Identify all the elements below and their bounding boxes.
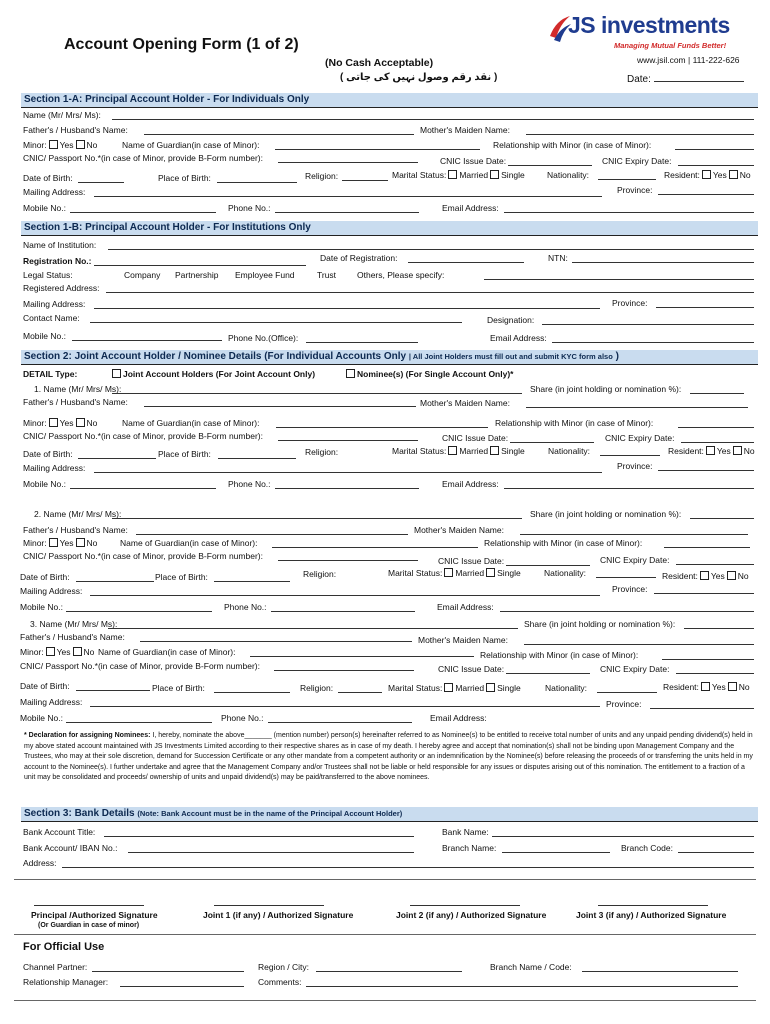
name-label: Name (Mr/ Mrs/ Ms): [23, 110, 101, 120]
cnic-label: CNIC/ Passport No.*(in case of Minor, provide B-Form number): [23, 153, 263, 163]
section-1b-title: Section 1-B: Principal Account Holder - For Institutions Only [24, 222, 311, 233]
holder3-religion-label: Religion: [300, 683, 334, 693]
holder3-minor-no-checkbox[interactable] [73, 647, 82, 656]
holder3-marital-row: Marital Status: Married Single [388, 683, 521, 693]
holder3-cnic-expiry-label: CNIC Expiry Date: [600, 664, 670, 674]
holder3-mailing-label: Mailing Address: [20, 697, 83, 707]
official-use-title: For Official Use [23, 941, 105, 953]
nationality-label: Nationality: [547, 170, 590, 180]
holder1-resident-yes-checkbox[interactable] [706, 446, 715, 455]
holder2-phone-label: Phone No.: [224, 602, 267, 612]
holder2-relationship-label: Relationship with Minor (in case of Minor): [484, 538, 643, 548]
mobile-label: Mobile No.: [23, 203, 66, 213]
legal-company-option[interactable]: Company [124, 270, 161, 280]
holder1-mailing-label: Mailing Address: [23, 463, 86, 473]
logo-tagline: Managing Mutual Funds Better! [614, 41, 727, 50]
holder1-share-label: Share (in joint holding or nomination %): [530, 384, 682, 394]
inst-email-label: Email Address: [490, 333, 547, 343]
joint2-signature-label: Joint 2 (if any) / Authorized Signature [396, 910, 547, 920]
minor-row: Minor: Yes No [23, 140, 98, 150]
section-2-title: Section 2: Joint Account Holder / Nominee Details (For Individual Accounts Only [24, 351, 407, 362]
father-label: Father's / Husband's Name: [23, 125, 128, 135]
region-city-label: Region / City: [258, 962, 310, 972]
holder2-minor-row: Minor: Yes No [23, 538, 98, 548]
holder3-cnic-issue-label: CNIC Issue Date: [438, 664, 505, 674]
nominee-option[interactable]: Nominee(s) (For Single Account Only)* [344, 369, 513, 379]
designation-label: Designation: [487, 315, 535, 325]
section-3-title: Section 3: Bank Details [24, 808, 135, 819]
no-cash-note: (No Cash Acceptable) [325, 57, 434, 69]
holder1-minor-no-checkbox[interactable] [76, 418, 85, 427]
name-field[interactable] [23, 110, 101, 120]
holder1-single-checkbox[interactable] [490, 446, 499, 455]
principal-signature-sub: (Or Guardian in case of minor) [38, 922, 140, 929]
inst-mobile-label: Mobile No.: [23, 331, 66, 341]
holder1-resident-row: Resident: Yes No [668, 446, 755, 456]
holder1-email-label: Email Address: [442, 479, 499, 489]
holder3-guardian-label: Name of Guardian(in case of Minor): [98, 647, 236, 657]
comments-label: Comments: [258, 977, 302, 987]
joint1-signature-label: Joint 1 (if any) / Authorized Signature [203, 910, 354, 920]
inst-province-label: Province: [612, 298, 648, 308]
holder1-nationality-label: Nationality: [548, 446, 591, 456]
legal-others-option[interactable]: Others, Please specify: [357, 270, 445, 280]
relationship-manager-label: Relationship Manager: [23, 977, 109, 987]
resident-no-checkbox[interactable] [729, 170, 738, 179]
holder2-resident-yes-checkbox[interactable] [700, 571, 709, 580]
holder1-province-label: Province: [617, 461, 653, 471]
holder2-province-label: Province: [612, 584, 648, 594]
legal-employee-fund-option[interactable]: Employee Fund [235, 270, 295, 280]
holder2-resident-no-checkbox[interactable] [727, 571, 736, 580]
minor-no-checkbox[interactable] [76, 140, 85, 149]
nominee-declaration [24, 731, 754, 784]
holder1-mobile-label: Mobile No.: [23, 479, 66, 489]
mother-label: Mother's Maiden Name: [420, 125, 510, 135]
ntn-label: NTN: [548, 253, 568, 263]
holder3-share-label: Share (in joint holding or nomination %): [524, 619, 676, 629]
holder2-guardian-label: Name of Guardian(in case of Minor): [120, 538, 258, 548]
holder1-marital-row: Marital Status: Married Single [392, 446, 525, 456]
holder2-mobile-label: Mobile No.: [20, 602, 63, 612]
holder2-mailing-label: Mailing Address: [20, 586, 83, 596]
institution-name-label: Name of Institution: [23, 240, 97, 250]
holder2-cnic-expiry-label: CNIC Expiry Date: [600, 555, 670, 565]
single-checkbox[interactable] [490, 170, 499, 179]
holder2-share-label: Share (in joint holding or nomination %): [530, 509, 682, 519]
js-logo [546, 10, 751, 52]
branch-code-label: Branch Code: [621, 843, 673, 853]
holder1-cnic-issue-label: CNIC Issue Date: [442, 433, 509, 443]
email-label: Email Address: [442, 203, 499, 213]
date-label: Date: [627, 74, 651, 85]
holder1-mother-label: Mother's Maiden Name: [420, 398, 510, 408]
cnic-expiry-label: CNIC Expiry Date: [602, 156, 672, 166]
relationship-label: Relationship with Minor (in case of Minor): [493, 140, 652, 150]
holder1-dob-label: Date of Birth: [23, 449, 73, 459]
resident-row: Resident: Yes No [664, 170, 751, 180]
religion-label: Religion: [305, 171, 339, 181]
holder1-religion-label: Religion: [305, 447, 339, 457]
resident-yes-checkbox[interactable] [702, 170, 711, 179]
holder1-name-label: 1. Name (Mr/ Mrs/ Ms): [34, 384, 122, 394]
holder1-married-checkbox[interactable] [448, 446, 457, 455]
holder3-dob-label: Date of Birth: [20, 681, 70, 691]
holder2-mother-label: Mother's Maiden Name: [414, 525, 504, 535]
holder2-dob-label: Date of Birth: [20, 572, 70, 582]
section-3-header [21, 807, 758, 822]
holder2-minor-no-checkbox[interactable] [76, 538, 85, 547]
holder2-email-label: Email Address: [437, 602, 494, 612]
holder1-relationship-label: Relationship with Minor (in case of Minor): [495, 418, 654, 428]
nominee-checkbox[interactable] [346, 369, 355, 378]
form-title: Account Opening Form (1 of 2) [64, 36, 299, 53]
contact-info: www.jsil.com | 111-222-626 [637, 55, 740, 65]
holder3-nationality-label: Nationality: [545, 683, 588, 693]
holder3-father-label: Father's / Husband's Name: [20, 632, 125, 642]
phone-label: Phone No.: [228, 203, 271, 213]
holder1-cnic-expiry-label: CNIC Expiry Date: [605, 433, 675, 443]
holder1-minor-yes-checkbox[interactable] [49, 418, 58, 427]
holder2-nationality-label: Nationality: [544, 568, 587, 578]
declaration-text: I, hereby, nominate the above_______ (mention number) person(s) hereinafter referred to as Nominee(s) to be entitled to receive total number of units and any unpaid pending dividend(s) held in my above stated account maintained with JS Investments Limited according to their respective shares as in case of my death. I hereby agree and accept that nomination(s) shall not be binding upon Management Company and the Trustees, who may at their sole discretion, demand for Succession Certificate or any other mandate from a competent authority or an indemnification by the Nominee(s) before releasing the proceeds of or transferring the units held in my account to the Nominee(s). I further undertake and agree that the Management Company and/or Trustees shall not be liable or held responsible for any issues or disputes arising out of this nomination. The entitlement to a fraction of a unit may be consolidated and proceeds/ ownership of units and unpaid dividend(s) may be paid/transferred to the above nominees. [24, 732, 753, 781]
province-label: Province: [617, 185, 653, 195]
holder2-pob-label: Place of Birth: [155, 572, 208, 582]
registered-address-label: Registered Address: [23, 283, 100, 293]
holder1-cnic-label: CNIC/ Passport No.*(in case of Minor, provide B-Form number): [23, 431, 263, 441]
legal-partnership-option[interactable]: Partnership [175, 270, 219, 280]
phone-office-label: Phone No.(Office): [228, 333, 299, 343]
holder2-married-checkbox[interactable] [444, 568, 453, 577]
holder1-minor-row: Minor: Yes No [23, 418, 98, 428]
holder2-cnic-label: CNIC/ Passport No.*(in case of Minor, provide B-Form number): [23, 551, 263, 561]
holder2-single-checkbox[interactable] [486, 568, 495, 577]
section-1a-header [21, 93, 758, 108]
holder2-name-label: 2. Name (Mr/ Mrs/ Ms): [34, 509, 122, 519]
holder2-cnic-issue-label: CNIC Issue Date: [438, 556, 505, 566]
holder3-pob-label: Place of Birth: [152, 683, 205, 693]
mailing-label: Mailing Address: [23, 187, 86, 197]
branch-name-label: Branch Name: [442, 843, 497, 853]
logo-text: JS investments [568, 12, 730, 38]
holder3-name-label: 3. Name (Mr/ Mrs/ Ms): [30, 619, 118, 629]
marital-row: Marital Status: Married Single [392, 170, 525, 180]
no-cash-urdu: ( نقد رقم وصول نہیں کی جاتی ) [340, 72, 498, 83]
holder2-marital-row: Marital Status: Married Single [388, 568, 521, 578]
holder1-guardian-label: Name of Guardian(in case of Minor): [122, 418, 260, 428]
joint3-signature-label: Joint 3 (if any) / Authorized Signature [576, 910, 727, 920]
holder3-relationship-label: Relationship with Minor (in case of Minor): [480, 650, 639, 660]
bank-name-label: Bank Name: [442, 827, 489, 837]
bank-account-title-label: Bank Account Title: [23, 827, 96, 837]
registration-no-label: Registration No.: [23, 256, 92, 266]
section-1b-header [21, 221, 758, 236]
joint-holders-option[interactable]: Joint Account Holders (For Joint Account Only) [110, 369, 315, 379]
minor-yes-checkbox[interactable] [49, 140, 58, 149]
channel-partner-label: Channel Partner: [23, 962, 88, 972]
holder3-minor-row: Minor: Yes No [20, 647, 95, 657]
holder2-father-label: Father's / Husband's Name: [23, 525, 128, 535]
holder3-resident-row: Resident: Yes No [663, 682, 750, 692]
holder1-father-label: Father's / Husband's Name: [23, 397, 128, 407]
legal-status-label: Legal Status: [23, 270, 73, 280]
holder1-pob-label: Place of Birth: [158, 449, 211, 459]
detail-type-label: DETAIL Type: [23, 369, 78, 379]
contact-name-label: Contact Name: [23, 313, 80, 323]
holder1-resident-no-checkbox[interactable] [733, 446, 742, 455]
holder1-phone-label: Phone No.: [228, 479, 271, 489]
holder3-phone-label: Phone No.: [221, 713, 264, 723]
branch-name-code-label: Branch Name / Code: [490, 962, 572, 972]
principal-signature-label: Principal /Authorized Signature [31, 910, 158, 920]
joint-holders-checkbox[interactable] [112, 369, 121, 378]
holder3-mother-label: Mother's Maiden Name: [418, 635, 508, 645]
cnic-issue-label: CNIC Issue Date: [440, 156, 507, 166]
pob-label: Place of Birth: [158, 173, 211, 183]
dob-label: Date of Birth: [23, 173, 73, 183]
holder3-married-checkbox[interactable] [444, 683, 453, 692]
section-1a-title: Section 1-A: Principal Account Holder - For Individuals Only [24, 94, 310, 105]
inst-mailing-label: Mailing Address: [23, 299, 86, 309]
holder3-province-label: Province: [606, 699, 642, 709]
guardian-label: Name of Guardian(in case of Minor): [122, 140, 260, 150]
registration-date-label: Date of Registration: [320, 253, 398, 263]
iban-label: Bank Account/ IBAN No.: [23, 843, 118, 853]
legal-trust-option[interactable]: Trust [317, 270, 337, 280]
holder3-mobile-label: Mobile No.: [20, 713, 63, 723]
declaration-lead: * Declaration for assigning Nominees: [24, 732, 151, 739]
section-2-note: | All Joint Holders must fill out and submit KYC form also [408, 352, 613, 361]
married-checkbox[interactable] [448, 170, 457, 179]
bank-address-label: Address: [23, 858, 57, 868]
holder2-religion-label: Religion: [303, 569, 337, 579]
holder3-resident-no-checkbox[interactable] [728, 682, 737, 691]
date-field[interactable] [627, 72, 744, 85]
holder3-cnic-label: CNIC/ Passport No.*(in case of Minor, provide B-Form number): [20, 661, 260, 671]
holder3-single-checkbox[interactable] [486, 683, 495, 692]
holder3-email-label: Email Address: [430, 713, 487, 723]
holder2-minor-yes-checkbox[interactable] [49, 538, 58, 547]
holder3-minor-yes-checkbox[interactable] [46, 647, 55, 656]
section-3-note: (Note: Bank Account must be in the name of the Principal Account Holder) [137, 809, 403, 818]
section-2-header: Section 2: Joint Account Holder / Nominee Details (For Individual Accounts Only | All Joint Holders must fill out and submit KYC form also ) [21, 350, 758, 365]
holder3-resident-yes-checkbox[interactable] [701, 682, 710, 691]
holder2-resident-row: Resident: Yes No [662, 571, 749, 581]
